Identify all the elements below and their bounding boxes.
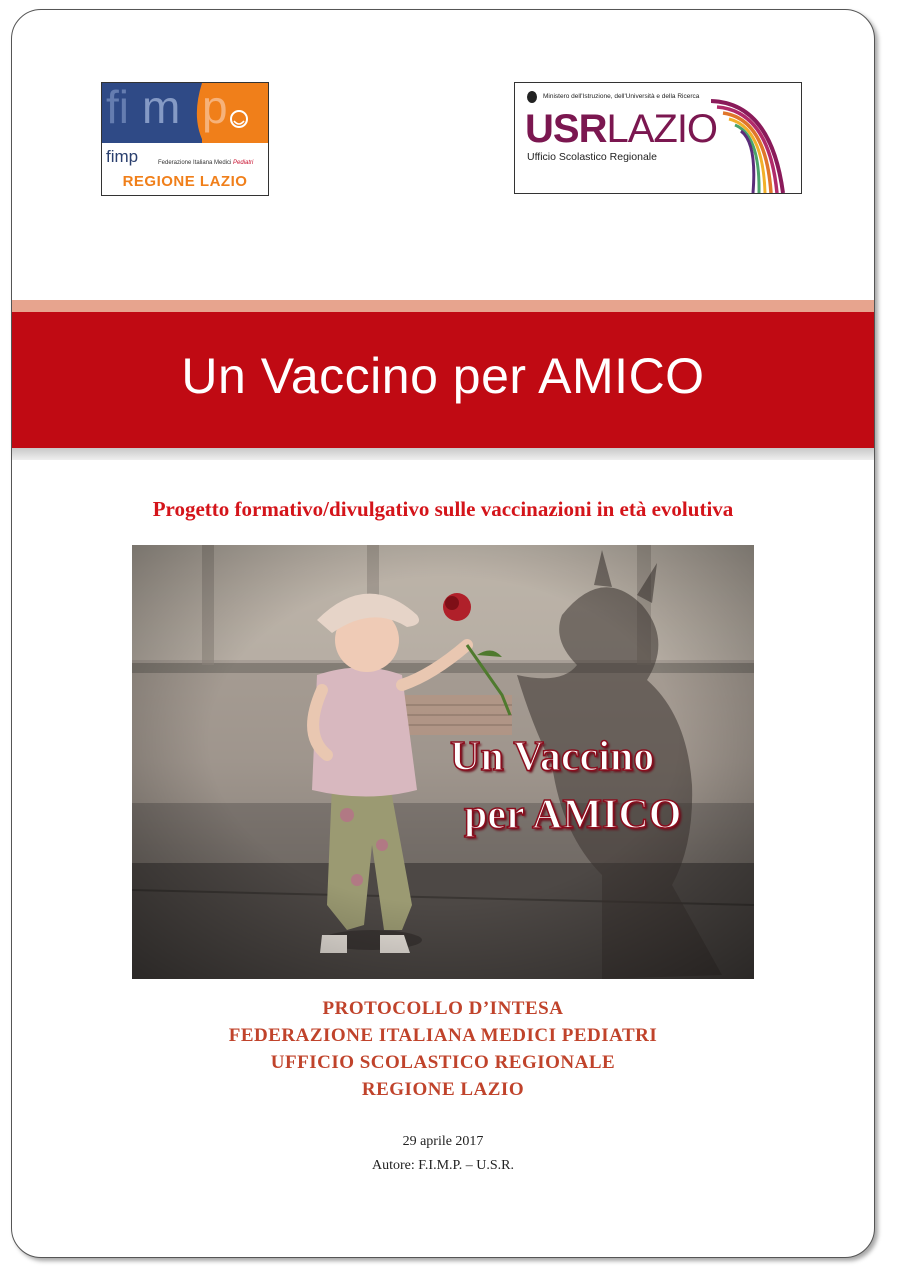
usr-swoosh-icon — [711, 83, 801, 193]
photo-title-line2: per AMICO — [464, 792, 682, 838]
fimp-federation-script: Pediatri — [233, 160, 254, 166]
page-title: Un Vaccino per AMICO — [181, 348, 705, 404]
cover-photo — [132, 545, 754, 979]
usr-wordmark — [525, 109, 717, 149]
usr-ministry-text: Ministero dell'Istruzione, dell'Università e della Ricerca — [543, 93, 700, 100]
fimp-small-wordmark: fimp — [106, 147, 139, 166]
protocol-block — [12, 995, 874, 1103]
protocol-line: PROTOCOLLO D’INTESA — [322, 998, 564, 1019]
fimp-logo-graphic — [102, 83, 268, 155]
fimp-federation-label: Federazione Italiana Medici — [158, 160, 232, 166]
protocol-line: UFFICIO SCOLASTICO REGIONALE — [270, 1052, 616, 1073]
usr-wordmark-bold: USR — [525, 107, 607, 151]
protocol-line: REGIONE LAZIO — [361, 1079, 525, 1100]
fimp-region-label: REGIONE LAZIO — [122, 173, 248, 190]
banner-top-stripe — [12, 300, 874, 312]
document-author: Autore: F.I.M.P. – U.S.R. — [371, 1158, 514, 1173]
svg-text:p: p — [202, 83, 228, 133]
project-subtitle: Progetto formativo/divulgativo sulle vaccinazioni in età evolutiva — [152, 497, 734, 521]
usr-subtitle: Ufficio Scolastico Regionale — [527, 151, 657, 163]
cover-photo-graphic — [132, 545, 754, 979]
svg-text:m: m — [142, 83, 181, 133]
banner-bottom-band — [12, 448, 874, 460]
fimp-federation-text — [158, 160, 253, 166]
protocol-line: FEDERAZIONE ITALIANA MEDICI PEDIATRI — [228, 1025, 658, 1046]
usr-wordmark-light: LAZIO — [606, 107, 718, 151]
usr-lazio-logo — [514, 82, 802, 194]
republic-seal-icon — [527, 91, 537, 103]
svg-text:fi: fi — [106, 83, 129, 133]
document-page — [11, 9, 875, 1258]
photo-title-line1: Un Vaccino — [450, 734, 655, 780]
document-date: 29 aprile 2017 — [402, 1134, 484, 1149]
fimp-logo — [101, 82, 269, 196]
